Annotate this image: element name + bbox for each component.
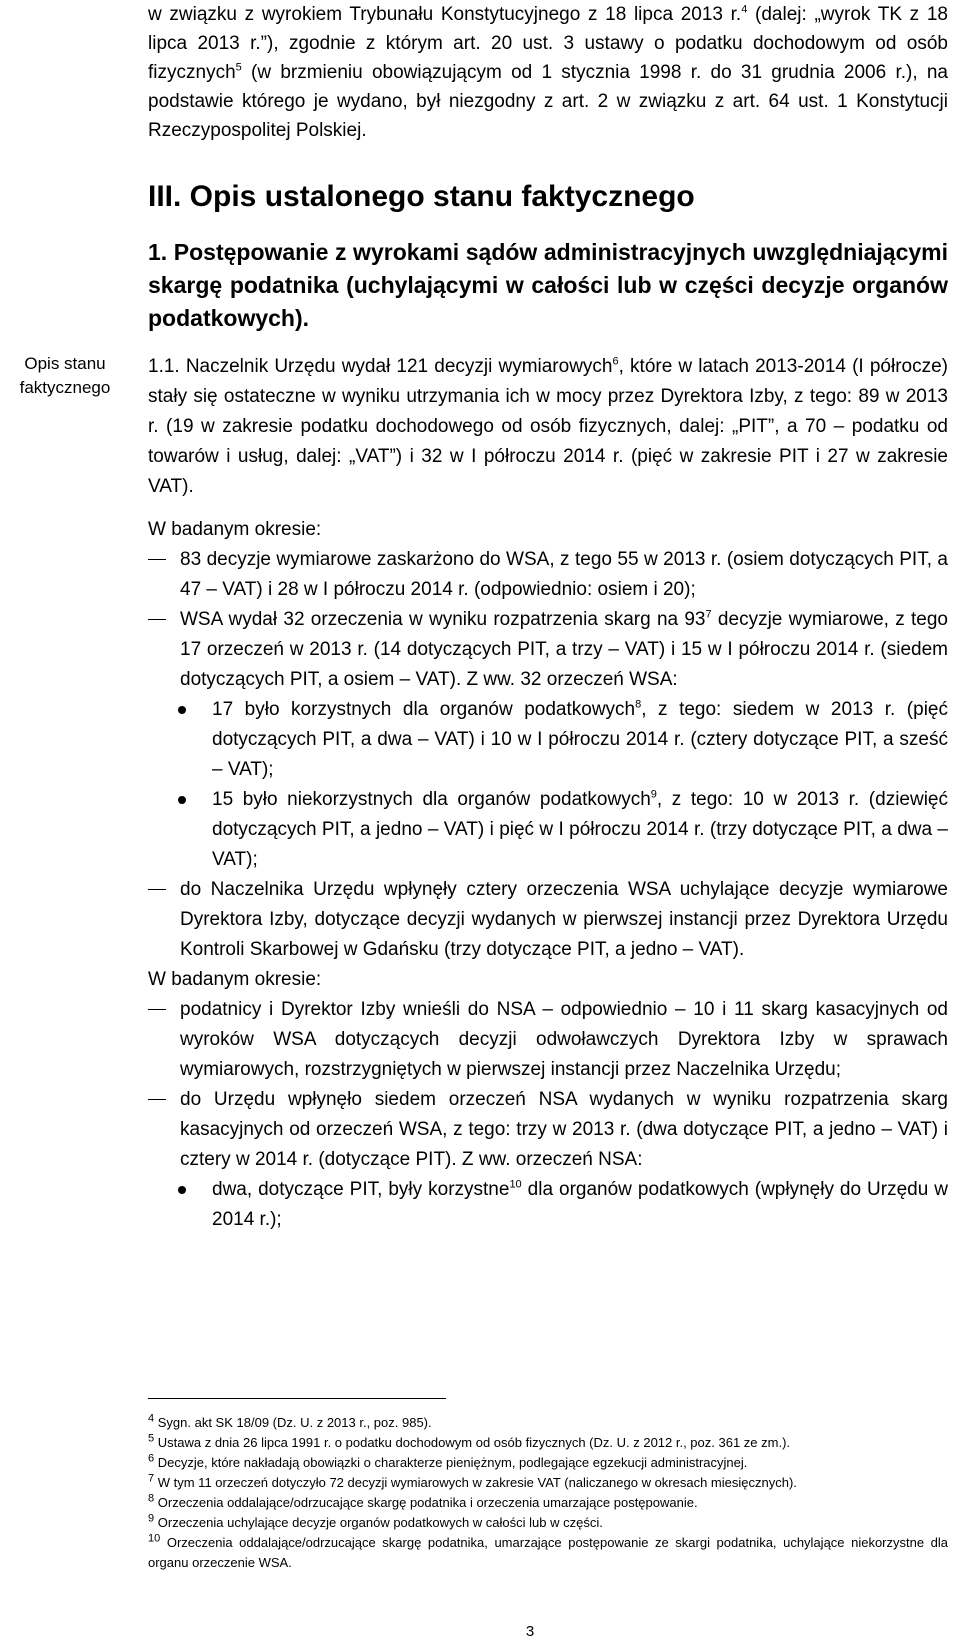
list-item: do Urzędu wpłynęło siedem orzeczeń NSA wydanych w wyniku rozpatrzenia skarg kasacyjnych od orzeczeń WSA, z tego: trzy w 2013 r. (dwa dotyczące PIT, a jedno – VAT) i cztery w 2014 r. (dotyczące PIT). Z ww. orzeczeń NSA: dwa, dotyczące PIT, były korzystne$^{10}$ dla organów podatkowych (wpłynęły do Urzędu w 2014 r.); (148, 1085, 948, 1235)
section-heading: 1. Postępowanie z wyrokami sądów administracyjnych uwzględniającymi skargę podatnika (uchylającymi w całości lub w części decyzje organów podatkowych). (148, 239, 948, 331)
footnote: $^4$ Sygn. akt SK 18/09 (Dz. U. z 2013 r., poz. 985). (148, 1412, 432, 1430)
margin-note-line: faktycznego (19, 378, 111, 397)
list-item: 17 było korzystnych dla organów podatkowych$^8$, z tego: siedem w 2013 r. (pięć dotyczących PIT, a dwa – VAT) i 10 w I półroczu 2014 r. (cztery dotyczące PIT, a sześć – VAT); (148, 695, 948, 785)
body-text (148, 352, 948, 1235)
dash-marker (148, 1009, 166, 1010)
footnote: $^9$ Orzeczenia uchylające decyzje organów podatkowych w całości lub w części. (148, 1512, 603, 1530)
bullet-list (148, 1175, 948, 1235)
footnote-ref-8[interactable]: 8 (635, 698, 642, 711)
footnotes (148, 1413, 948, 1573)
list-item: dwa, dotyczące PIT, były korzystne$^{10}$ dla organów podatkowych (wpłynęły do Urzędu w 2014 r.); (148, 1175, 948, 1235)
period-label: W badanym okresie: (148, 519, 322, 540)
list-item: 83 decyzje wymiarowe zaskarżono do WSA, z tego 55 w 2013 r. (osiem dotyczących PIT, a 47 – VAT) i 28 w I półroczu 2014 r. (odpowiednio: osiem i 20); (148, 545, 948, 605)
period-label: W badanym okresie: (148, 969, 322, 990)
footnote: $^{10}$ Orzeczenia oddalające/odrzucające skargę podatnika, umarzające postępowanie ze skargi podatnika, uchylające niekorzystne dla organu orzeczenie WSA. (148, 1532, 948, 1570)
dash-marker (148, 559, 166, 560)
footnote: $^5$ Ustawa z dnia 26 lipca 1991 r. o podatku dochodowym od osób fizycznych (Dz. U. z 2012 r., poz. 361 ze zm.). (148, 1432, 791, 1450)
page-number: 3 (525, 1623, 535, 1640)
intro-text: (dalej: „wyrok TK z 18 lipca 2013 r.”), zgodnie z którym art. 20 ust. 3 ustawy o podatku dochodowym od osób fizycznych (148, 4, 948, 83)
footnote-ref-4[interactable]: 4 (741, 3, 748, 16)
dash-list (148, 995, 948, 1235)
dash-marker (148, 1099, 166, 1100)
footnote: $^7$ W tym 11 orzeczeń dotyczyło 72 decyzji wymiarowych w zakresie VAT (naliczanego w okresach miesięcznych). (148, 1472, 797, 1490)
list-item: podatnicy i Dyrektor Izby wnieśli do NSA – odpowiednio – 10 i 11 skarg kasacyjnych od wyroków WSA dotyczących decyzji odwoławczych Dyrektora Izby w sprawach wymiarowych, rozstrzygniętych w pierwszej instancji przez Naczelnika Urzędu; (148, 995, 948, 1085)
bullet-list (148, 695, 948, 875)
footnote: $^8$ Orzeczenia oddalające/odrzucające skargę podatnika i orzeczenia umarzające postępowanie. (148, 1492, 698, 1510)
intro-text: w związku z wyrokiem Trybunału Konstytucyjnego z 18 lipca 2013 r. (148, 4, 742, 25)
bullet-marker (178, 1186, 186, 1194)
footnote-separator (148, 1398, 446, 1399)
margin-note (6, 352, 124, 400)
intro-text: (w brzmieniu obowiązującym od 1 stycznia 1998 r. do 31 grudnia 2006 r.), na podstawie którego je wydano, był niezgodny z art. 2 w związku z art. 64 ust. 1 Konstytucji Rzeczypospolitej Polskiej. (148, 62, 948, 141)
intro-paragraph (148, 0, 948, 145)
footnote: $^6$ Decyzje, które nakładają obowiązki o charakterze pieniężnym, podlegające egzekucji administracyjnej. (148, 1452, 748, 1470)
dash-list (148, 545, 948, 965)
paragraph-1-1: 1.1. Naczelnik Urzędu wydał 121 decyzji wymiarowych$^6$, które w latach 2013-2014 (I półrocze) stały się ostateczne w wyniku utrzymania ich w mocy przez Dyrektora Izby, z tego: 89 w 2013 r. (19 w zakresie podatku dochodowego od osób fizycznych, dalej: „PIT”, a 70 – podatku od towarów i usług, dalej: „VAT”) i 32 w I półroczu 2014 r. (pięć w zakresie PIT i 27 w zakresie VAT). (148, 355, 948, 497)
list-item: WSA wydał 32 orzeczenia w wyniku rozpatrzenia skarg na $93^7$ decyzje wymiarowe, z tego 17 orzeczeń w 2013 r. (14 dotyczących PIT, a trzy – VAT) i 15 w I półroczu 2014 r. (siedem dotyczących PIT, a osiem – VAT). Z ww. 32 orzeczeń WSA: 17 było korzystnych dla organów podatkowych$^8$, z tego: siedem w 2013 r. (pięć dotyczących PIT, a dwa – VAT) i 10 w I półroczu 2014 r. (cztery dotyczące PIT, a sześć – VAT); 15 było niekorzystnych dla organów podatkowych$^9$, z tego: 10 w 2013 r. (dziewięć dotyczących PIT, a jedno – VAT) i pięć w I półroczu 2014 r. (trzy dotyczące PIT, a dwa – VAT); (148, 605, 948, 875)
footnote-ref-10[interactable]: 10 (509, 1178, 522, 1191)
margin-note-line: Opis stanu (24, 354, 106, 373)
footnote-ref-9[interactable]: 9 (650, 788, 657, 801)
dash-marker (148, 619, 166, 620)
bullet-marker (178, 796, 186, 804)
list-item: 15 było niekorzystnych dla organów podatkowych$^9$, z tego: 10 w 2013 r. (dziewięć dotyczących PIT, a jedno – VAT) i pięć w I półroczu 2014 r. (trzy dotyczące PIT, a dwa – VAT); (148, 785, 948, 875)
bullet-marker (178, 706, 186, 714)
footnote-ref-5[interactable]: 5 (235, 61, 242, 74)
footnote-ref-7[interactable]: 7 (705, 608, 712, 621)
dash-marker (148, 889, 166, 890)
footnote-ref-6[interactable]: 6 (612, 355, 619, 368)
list-item: do Naczelnika Urzędu wpłynęły cztery orzeczenia WSA uchylające decyzje wymiarowe Dyrektora Izby, dotyczące decyzji wydanych w pierwszej instancji przez Dyrektora Urzędu Kontroli Skarbowej w Gdańsku (trzy dotyczące PIT, a jedno – VAT). (148, 875, 948, 965)
chapter-heading: III. Opis ustalonego stanu faktycznego (148, 180, 695, 213)
